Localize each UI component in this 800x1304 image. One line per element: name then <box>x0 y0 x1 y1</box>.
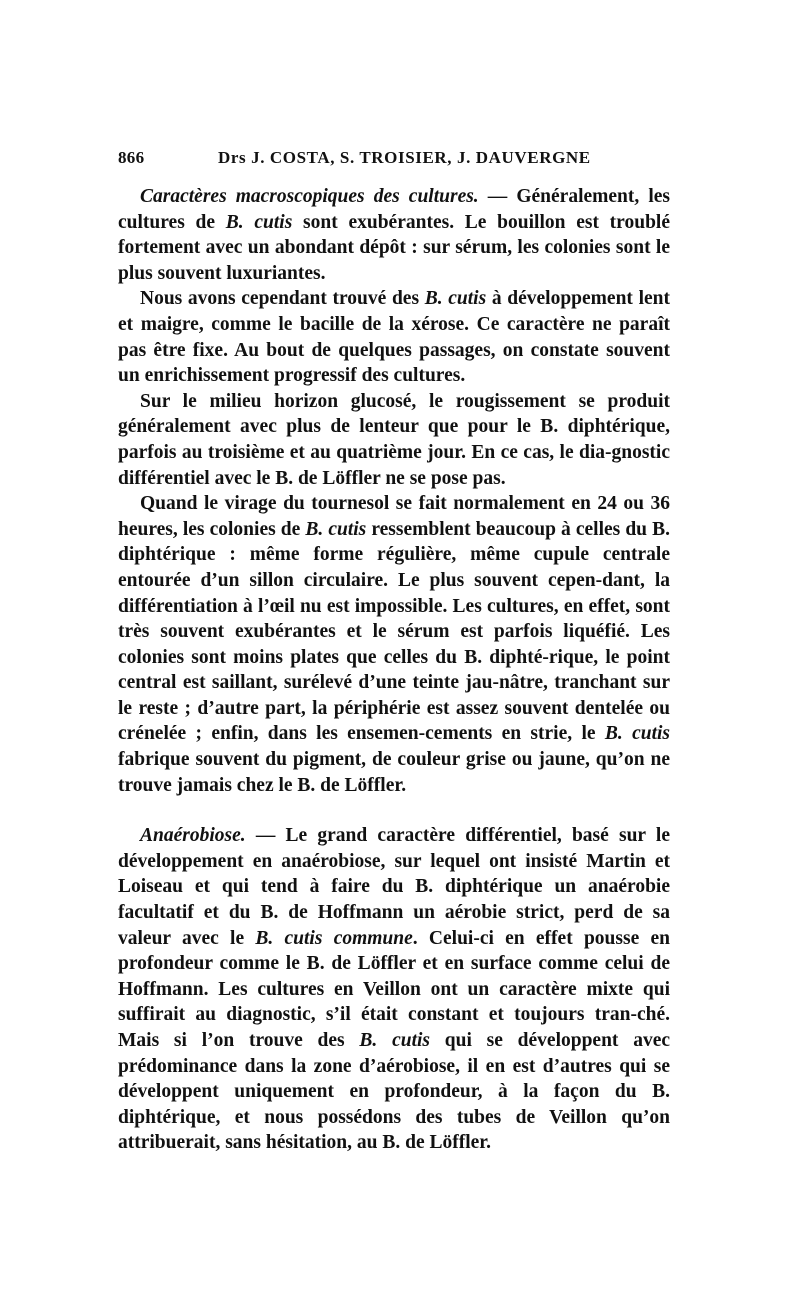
paragraph <box>118 286 670 388</box>
text-run: . Celui-ci en effet pousse en profondeur comme le B. de Löffler et en surface comme celui de Hoffmann. Les cultures en Veillon ont un caractère mixte qui suffirait au diagnostic, s’il était constant et toujours tran-ché. Mais si l’on trouve des <box>118 927 670 1051</box>
italic-run: B. cutis <box>225 211 293 233</box>
italic-run: B. cutis <box>604 723 670 745</box>
text-run: à développement lent et maigre, comme le bacille de la xérose. Ce caractère ne paraît pas être fixe. Au bout de quelques passages, on constate souvent un enrichissement progressif des cultures. <box>118 288 670 387</box>
text-run: Nous avons cependant trouvé des <box>140 288 425 310</box>
section-heading: Caractères macroscopiques des cultures. <box>140 186 479 207</box>
italic-run: B. cutis <box>359 1030 430 1051</box>
italic-run: B. cutis <box>424 288 487 310</box>
running-title-authors: Drs J. COSTA, S. TROISIER, J. DAUVERGNE <box>218 148 591 167</box>
text-run: Sur le milieu horizon glucosé, le rougissement se produit généralement avec plus de lenteur que pour le B. diphtérique, parfois au troisième et au quatrième jour. En ce cas, le dia-gnostic différentiel avec le B. de Löffler ne se pose pas. <box>118 390 670 489</box>
text-run: — Le grand caractère différentiel, basé sur le développement en anaérobiose, sur lequel ont insisté Martin et Loiseau et qui tend à faire du B. diphtérique un anaérobie facultatif et du B. de Hoffmann un aérobie strict, perd de sa valeur avec le <box>118 825 671 949</box>
text-run: — Généralement, les cultures de <box>118 186 670 233</box>
paragraph <box>118 184 670 286</box>
page-number: 866 <box>118 148 145 167</box>
paragraph <box>118 491 670 798</box>
italic-run: B. cutis <box>305 518 367 540</box>
italic-run: B. cutis commune <box>255 927 413 949</box>
running-header <box>118 148 678 172</box>
body-text <box>118 184 670 1156</box>
section-heading: Anaérobiose. <box>140 825 246 847</box>
text-run: qui se développent avec prédominance dans la zone d’aérobiose, il en est d’autres qui se développent uniquement en profondeur, à la façon du B. diphtérique, et nous possédons des tubes de Veillon qu’on attribuerait, sans hésitation, au B. de Löffler. <box>118 1030 670 1154</box>
paragraph <box>118 389 670 491</box>
text-run: sont exubérantes. Le bouillon est troublé fortement avec un abondant dépôt : sur sérum, les colonies sont le plus souvent luxuriantes. <box>118 211 670 284</box>
text-run: ressemblent beaucoup à celles du B. diphtérique : même forme régulière, même cupule centrale entourée d’un sillon circulaire. Le plus souvent cepen-dant, la différentiation à l’œil nu est impossible. Les cultures, en effet, sont très souvent exubérantes et le sérum est parfois liquéfié. Les colonies sont moins plates que celles du B. diphté-rique, le point central est saillant, surélevé d’une teinte jau-nâtre, tranchant sur le reste ; d’autre part, la périphérie est assez souvent dentelée ou crénelée ; enfin, dans les ensemen-cements en strie, le <box>118 518 670 745</box>
paragraph <box>118 823 670 1156</box>
text-run: fabrique souvent du pigment, de couleur grise ou jaune, qu’on ne trouve jamais chez le B. de Löffler. <box>118 749 670 796</box>
text-run: Quand le virage du tournesol se fait normalement en 24 ou 36 heures, les colonies de <box>118 493 670 540</box>
